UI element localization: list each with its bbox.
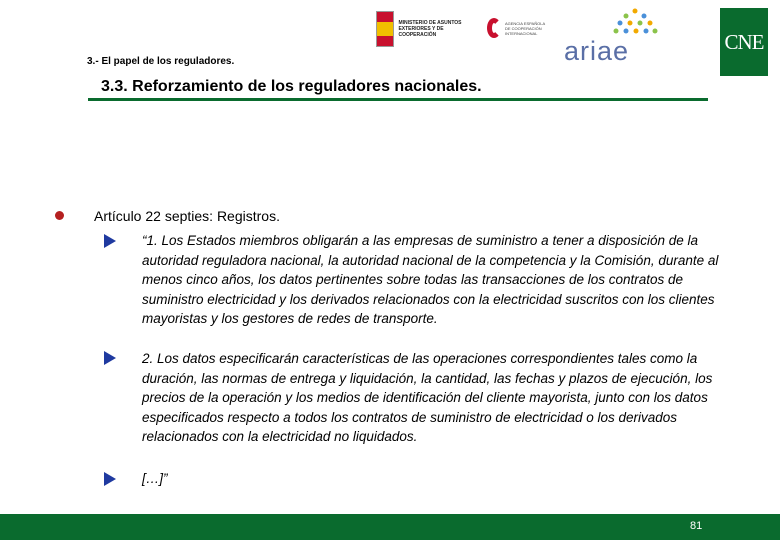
ariae-logo-text: ariae bbox=[564, 36, 630, 66]
bullet-dot-icon bbox=[55, 211, 64, 220]
arrow-bullet-icon bbox=[104, 472, 116, 486]
arrow-bullet-icon bbox=[104, 351, 116, 365]
page-number: 81 bbox=[690, 520, 703, 532]
section-heading: 3.- El papel de los reguladores. bbox=[87, 56, 235, 67]
aecid-logo bbox=[487, 13, 549, 43]
main-bullet-text: Artículo 22 septies: Registros. bbox=[94, 208, 280, 224]
ministerio-logo bbox=[376, 10, 480, 48]
paragraph-3: […]” bbox=[142, 471, 168, 486]
title-divider bbox=[88, 98, 708, 101]
ministerio-text: MINISTERIO DE ASUNTOS EXTERIORES Y DE COOPERACIÓN bbox=[398, 20, 462, 38]
spain-crest-icon bbox=[376, 11, 394, 47]
slide-title: 3.3. Reforzamiento de los reguladores nacionales. bbox=[101, 78, 482, 95]
aecid-text: AGENCIA ESPAÑOLA DE COOPERACIÓN INTERNACIONAL bbox=[504, 20, 545, 36]
paragraph-2: 2. Los datos especificarán características de las operaciones correspondientes tales como la duración, las normas de entrega y liquidación, la cantidad, las fechas y plazos de ejecución, los precios de la operación y los medios de identificación del cliente mayorista, junto con los datos especificados respecto a todos los contratos de suministro de electricidad o los derivados relacionados con la electricidad no liquidados. bbox=[142, 351, 713, 444]
arrow-bullet-icon bbox=[104, 234, 116, 248]
cne-logo: CNE bbox=[720, 8, 768, 76]
footer-bar bbox=[0, 514, 780, 540]
aecid-c-icon bbox=[487, 18, 501, 38]
paragraph-1: “1. Los Estados miembros obligarán a las empresas de suministro a tener a disposición de la autoridad reguladora nacional, la autoridad nacional de la competencia y la Comisión, durante al menos cinco años, los datos pertinentes sobre todas las transacciones de los contratos de suministro electricidad y los derivados relacionados con la electricidad suscritos con los clientes mayoristas y los gestores de redes de transporte. bbox=[142, 233, 719, 326]
